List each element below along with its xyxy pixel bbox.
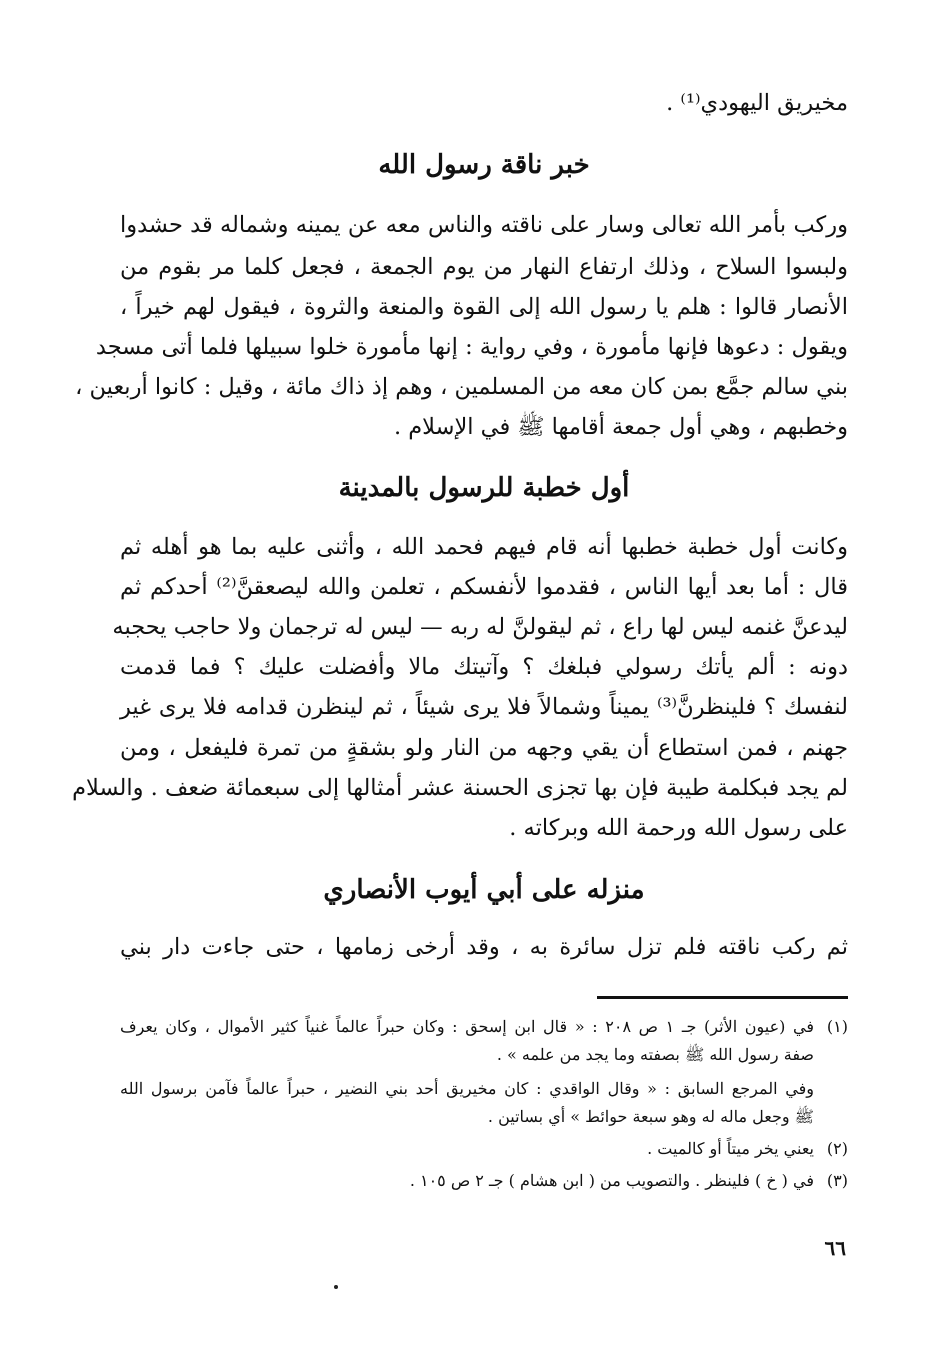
page-number: ٦٦ bbox=[824, 1236, 846, 1260]
text-line: على رسول الله ورحمة الله وبركاته . bbox=[509, 815, 848, 841]
text-line: ويقول : دعوها فإنها مأمورة ، وفي رواية : إنها مأمورة خلوا سبيلها فلما أتى مسجد bbox=[95, 334, 848, 360]
text-line: لم يجد فبكلمة طيبة فإن بها تجزى الحسنة عشر أمثالها إلى سبعمائة ضعف . والسلام bbox=[72, 775, 848, 801]
text-line: دونه : ألم يأتك رسولي فبلغك ؟ وآتيتك مالا وأفضلت عليك ؟ فما قدمت bbox=[120, 654, 848, 680]
text-line: وكانت أول خطبة خطبها أنه قام فيهم فحمد الله ، وأثنى عليه بما هو أهله ثم bbox=[120, 534, 848, 560]
footnote-number: (٣) bbox=[826, 1171, 848, 1190]
footnote-number: (٢) bbox=[826, 1139, 848, 1158]
footnote-text: في ( خ ) فلينظر . والتصويب من ( ابن هشام ) جـ ٢ ص ١٠٥ . bbox=[409, 1171, 814, 1190]
text-line: الأنصار قالوا : هلم يا رسول الله إلى القوة والمنعة والثروة ، فيقول لهم خيراً ، bbox=[120, 294, 848, 320]
footnote-3 bbox=[410, 1168, 848, 1194]
footnote-1-cont: ﷺ وجعل ماله له وهو سبعة حوائط » أي بساتين . bbox=[487, 1107, 814, 1126]
footnote-1 bbox=[120, 1014, 848, 1040]
section-heading: منزله على أبي أيوب الأنصاري bbox=[323, 875, 645, 905]
text-line: قال : أما بعد أيها الناس ، فقدموا لأنفسكم ، تعلمن والله ليصعقنَّ⁽²⁾ أحدكم ثم bbox=[120, 574, 848, 600]
footnote-1-cont: صفة رسول الله ﷺ بصفته وما يجد من علمه » . bbox=[496, 1045, 814, 1064]
section-heading: خبر ناقة رسول الله bbox=[378, 150, 590, 180]
footnote-2 bbox=[647, 1136, 848, 1162]
footnotes bbox=[72, 0, 849, 1200]
text-line: وخطبهم ، وهي أول جمعة أقامها ﷺ في الإسلام . bbox=[393, 414, 848, 440]
text-line: جهنم ، فمن استطاع أن يقي وجهه من النار ولو بشقةٍ من تمرة فليفعل ، ومن bbox=[120, 735, 848, 761]
footnote-number: (١) bbox=[826, 1017, 849, 1036]
footnote-1-cont: وفي المرجع السابق : « وقال الواقدي : كان مخيريق أحد بني النضير ، حبراً عالماً فآمن برسول الله bbox=[120, 1079, 814, 1098]
text-line: ثم ركب ناقته فلم تزل سائرة به ، وقد أرخى زمامها ، حتى جاءت دار بني bbox=[120, 934, 848, 960]
footnote-text: يعني يخر ميتاً أو كالميت . bbox=[647, 1139, 814, 1158]
text-line: بني سالم جمَّع بمن كان معه من المسلمين ، وهم إذ ذاك مائة ، وقيل : كانوا أربعين ، bbox=[75, 374, 848, 400]
intro-line: مخيريق اليهودي⁽¹⁾ . bbox=[666, 90, 848, 116]
scan-speck bbox=[334, 1285, 338, 1289]
footnote-text: في (عيون الأثر) جـ ١ ص ٢٠٨ : « قال ابن إسحق : وكان حبراً عالماً غنياً كثير الأموال ، وكان يعرف bbox=[120, 1017, 815, 1036]
section-heading: أول خطبة للرسول بالمدينة bbox=[338, 473, 630, 503]
text-line: وركب بأمر الله تعالى وسار على ناقته والناس معه عن يمينه وشماله قد حشدوا bbox=[120, 212, 848, 238]
text-line: لنفسك ؟ فلينظرنَّ⁽³⁾ يميناً وشمالاً فلا يرى شيئاً ، ثم لينظرن قدامه فلا يرى غير bbox=[120, 694, 848, 720]
text-line: ليدعنَّ غنمه ليس لها راع ، ثم ليقولنَّ له ربه — ليس له ترجمان ولا حاجب يحجبه bbox=[112, 614, 848, 640]
text-line: ولبسوا السلاح ، وذلك ارتفاع النهار من يوم الجمعة ، فجعل كلما مر بقوم من bbox=[120, 254, 848, 280]
